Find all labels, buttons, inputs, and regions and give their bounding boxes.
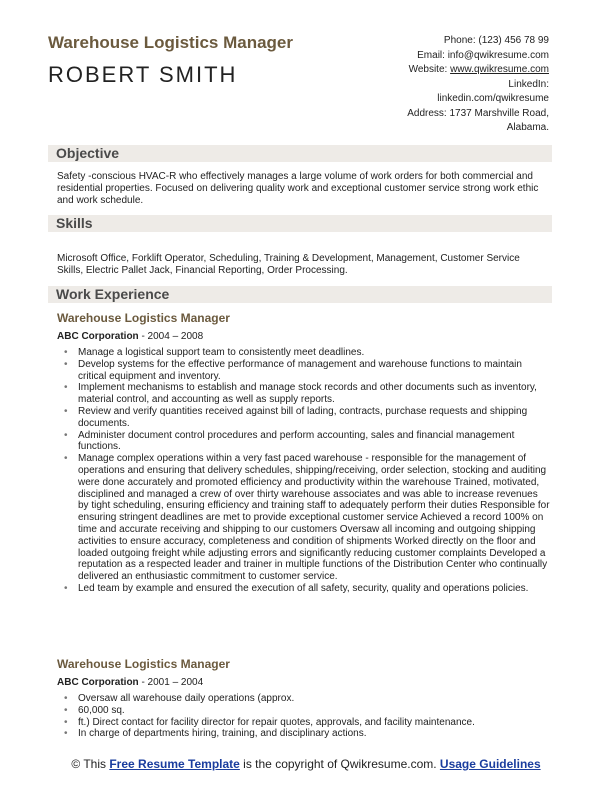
job-1-dates: - 2004 – 2008 <box>138 331 204 342</box>
skills-section-header <box>48 215 552 232</box>
experience-heading: Work Experience <box>56 286 170 302</box>
footer-middle: is the copyright of Qwikresume.com. <box>239 757 440 771</box>
list-item: • Administer document control procedures and perform accounting, sales and financial management functions. <box>64 430 550 454</box>
contact-block <box>289 34 549 136</box>
job-title: Warehouse Logistics Manager <box>48 33 293 52</box>
list-item: • 60,000 sq. <box>64 705 550 717</box>
objective-text: Safety -conscious HVAC-R who effectively manages a large volume of work orders for both commercial and residential properties. Focused on delivering quality work and exceptional customer service strong work ethic and work schedule. <box>57 171 539 206</box>
phone-text: Phone: (123) 456 78 99 <box>443 35 549 46</box>
list-item: • In charge of departments hiring, training, and disciplinary actions. <box>64 728 550 740</box>
job-2-company-line <box>57 677 203 688</box>
objective-section-header <box>48 145 552 162</box>
address-line2: Alabama. <box>506 122 549 133</box>
linkedin-label: LinkedIn: <box>508 78 549 90</box>
list-item: • Review and verify quantities received against bill of lading, contracts, purchase requests and shipping documents. <box>64 406 550 430</box>
linkedin-value: linkedin.com/qwikresume <box>437 93 549 104</box>
job-1-role: Warehouse Logistics Manager <box>57 311 230 325</box>
job-2-role: Warehouse Logistics Manager <box>57 657 230 671</box>
list-item: • Manage complex operations within a very fast paced warehouse - responsible for the management of operations and ensuring that delivery schedules, shipping/receiving, order selection, stocking and auditing were done accurately and promoted efficiency and productivity within the warehouse Trained, motivated, disciplined and managed a crew of over thirty warehouse associates and was able to increase revenues by tight scheduling, ensuring efficiency and training staff to adequately perform their duties Responsible for ensuring stringent deadlines are met to provide exceptional customer service Achieved a record 100% on time and accurate receiving and shipping to our customers Oversaw all incoming and outgoing shipping activities to ensure accuracy, completeness and condition of shipments Worked directly on the floor and loaded outgoing freight while adjusting errors and significantly reducing customer complaints Developed a reputation as a respected leader and trainer in multiple functions of the Distribution Center who continually delivered an enthusiastic commitment to customer service. <box>64 453 550 583</box>
job-1-company: ABC Corporation <box>57 331 139 342</box>
free-resume-template-link[interactable]: Free Resume Template <box>109 757 240 771</box>
website-label: Website: <box>408 64 451 75</box>
job-2-dates: - 2001 – 2004 <box>138 677 204 688</box>
job-1-bullet-list <box>64 347 550 595</box>
website-link[interactable]: www.qwikresume.com <box>450 64 549 75</box>
list-item: • Develop systems for the effective performance of management and warehouse functions to maintain critical equipment and inventory. <box>64 359 550 383</box>
job-1-company-line <box>57 331 203 342</box>
list-item: • ft.) Direct contact for facility director for repair quotes, approvals, and facility maintenance. <box>64 717 550 729</box>
list-item: • Manage a logistical support team to consistently meet deadlines. <box>64 347 550 359</box>
footer-prefix: © This <box>71 757 110 771</box>
website-row <box>289 63 549 78</box>
address-line1: Address: 1737 Marshville Road, <box>407 107 549 119</box>
email-text: Email: info@qwikresume.com <box>417 49 549 61</box>
list-item: • Implement mechanisms to establish and manage stock records and other documents such as inventory, material control, and accounting as well as supply reports. <box>64 382 550 406</box>
job-2-company: ABC Corporation <box>57 677 139 688</box>
objective-heading: Objective <box>56 145 120 161</box>
job-2-bullet-list <box>64 693 550 740</box>
skills-text: Microsoft Office, Forklift Operator, Scheduling, Training & Development, Management, Customer Service Skills, Electric Pallet Jack, Financial Reporting, Order Processing. <box>57 253 520 276</box>
list-item: • Led team by example and ensured the execution of all safety, security, quality and operations policies. <box>64 583 550 595</box>
list-item: • Oversaw all warehouse daily operations (approx. <box>64 693 550 705</box>
candidate-name: ROBERT SMITH <box>48 62 238 87</box>
resume-header <box>0 0 612 140</box>
usage-guidelines-link[interactable]: Usage Guidelines <box>439 757 541 771</box>
skills-heading: Skills <box>56 215 93 231</box>
copyright-footer <box>60 757 552 771</box>
experience-section-header <box>48 286 552 303</box>
